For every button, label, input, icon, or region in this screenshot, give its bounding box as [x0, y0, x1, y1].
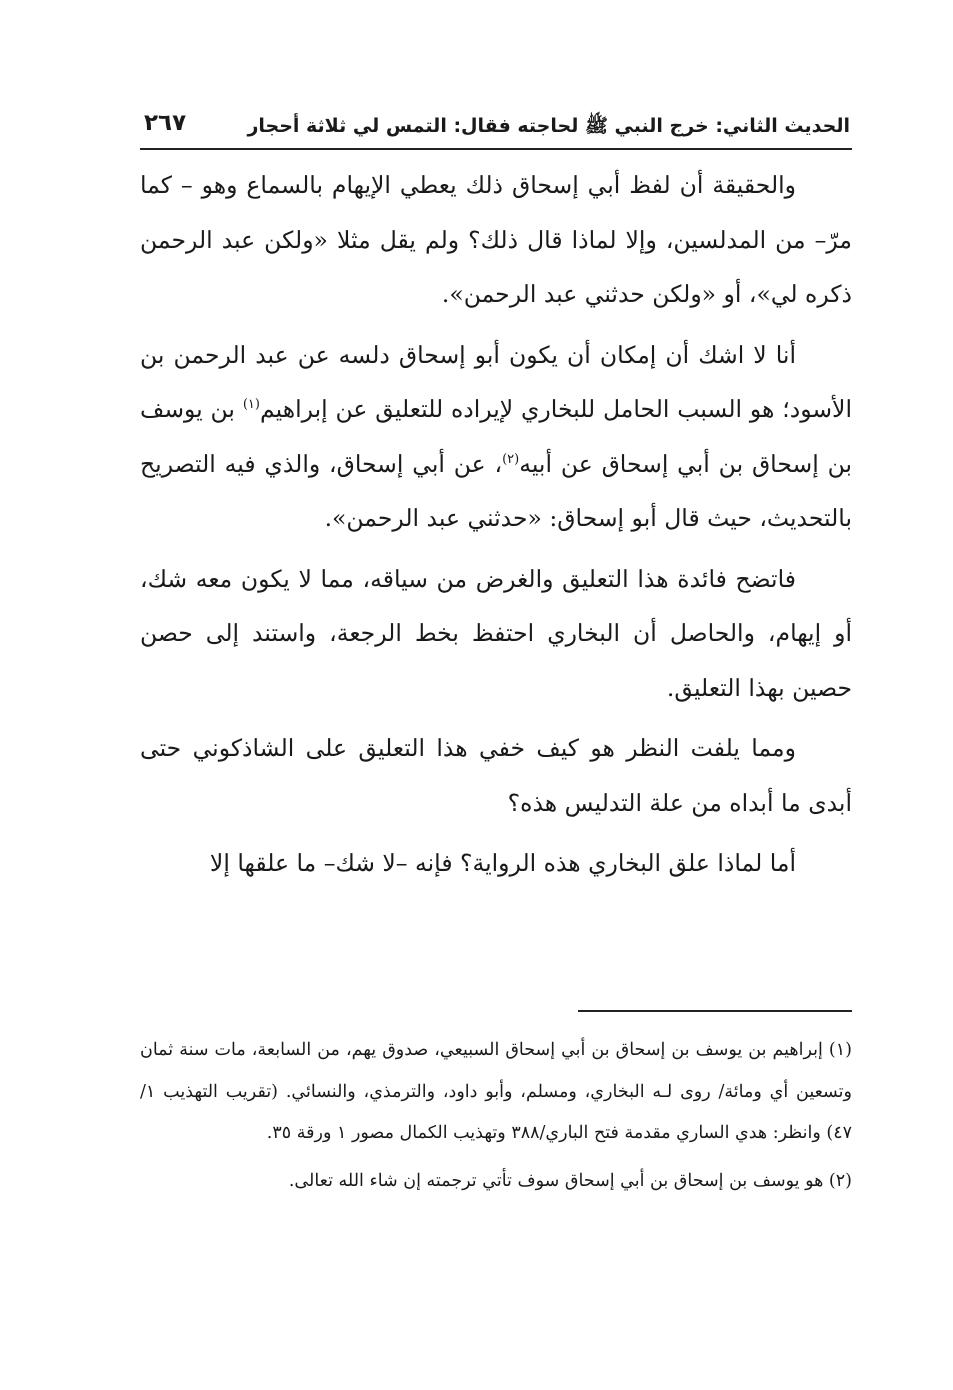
- footnote-ref-1: (١): [242, 397, 260, 413]
- paragraph-2-cont-3: ، عن أبي إسحاق، والذي فيه التصريح بالتحديث، حيث قال أبو إسحاق: «حدثني عبد الرحمن».: [140, 449, 852, 532]
- footnote-2: (٢) هو يوسف بن إسحاق بن أبي إسحاق سوف تأتي ترجمته إن شاء الله تعالى.: [288, 1170, 852, 1191]
- paragraph-2-cont-1: إبراهيم: [259, 395, 328, 423]
- paragraph-2-cont-2: بن يوسف بن إسحاق بن أبي إسحاق عن أبيه: [140, 395, 852, 478]
- footnote-ref-2: (٢): [502, 451, 520, 467]
- paragraph-5: أما لماذا علق البخاري هذه الرواية؟ فإنه –لا شك– ما علقها إلا: [209, 849, 796, 877]
- running-header: [140, 108, 852, 150]
- paragraph-2: [140, 328, 852, 546]
- paragraph-4: ومما يلفت النظر هو كيف خفي هذا التعليق على الشاذكوني حتى أبدى ما أبداه من علة التدليس هذه؟: [140, 734, 852, 817]
- footnote-1: (١) إبراهيم بن يوسف بن إسحاق بن أبي إسحاق السبيعي، صدوق يهم، من السابعة، مات سنة ثمان وتسعين أي ومائة/ روى لـه البخاري، ومسلم، وأبو داود، والترمذي، والنسائي. (تقريب التهذيب ١/ ٤٧) وانظر: هدي الساري مقدمة فتح الباري/٣٨٨ وتهذيب الكمال مصور ١ ورقة ٣٥.: [140, 1040, 852, 1143]
- main-text: [140, 158, 852, 897]
- paragraph-1: والحقيقة أن لفظ أبي إسحاق ذلك يعطي الإيهام بالسماع وهو – كما مرّ– من المدلسين، وإلا لماذا قال ذلك؟ ولم يقل مثلا «ولكن عبد الرحمن ذكره لي»، أو «ولكن حدثني عبد الرحمن».: [140, 171, 852, 308]
- header-title: الحديث الثاني: خرج النبي ﷺ لحاجته فقال: التمس لي ثلاثة أحجار: [247, 115, 850, 137]
- paragraph-2-text: أنا لا اشك أن إمكان أن يكون أبو إسحاق دلسه عن عبد الرحمن بن الأسود؛ هو السبب الحامل للبخاري لإيراده للتعليق عن: [140, 340, 852, 423]
- footnotes: [140, 1030, 852, 1208]
- footnote-separator: [578, 1010, 852, 1012]
- page-number: ٢٦٧: [144, 110, 187, 136]
- paragraph-3: فاتضح فائدة هذا التعليق والغرض من سياقه، مما لا يكون معه شك، أو إيهام، والحاصل أن البخاري احتفظ بخط الرجعة، واستند إلى حصن حصين بهذا التعليق.: [140, 564, 852, 702]
